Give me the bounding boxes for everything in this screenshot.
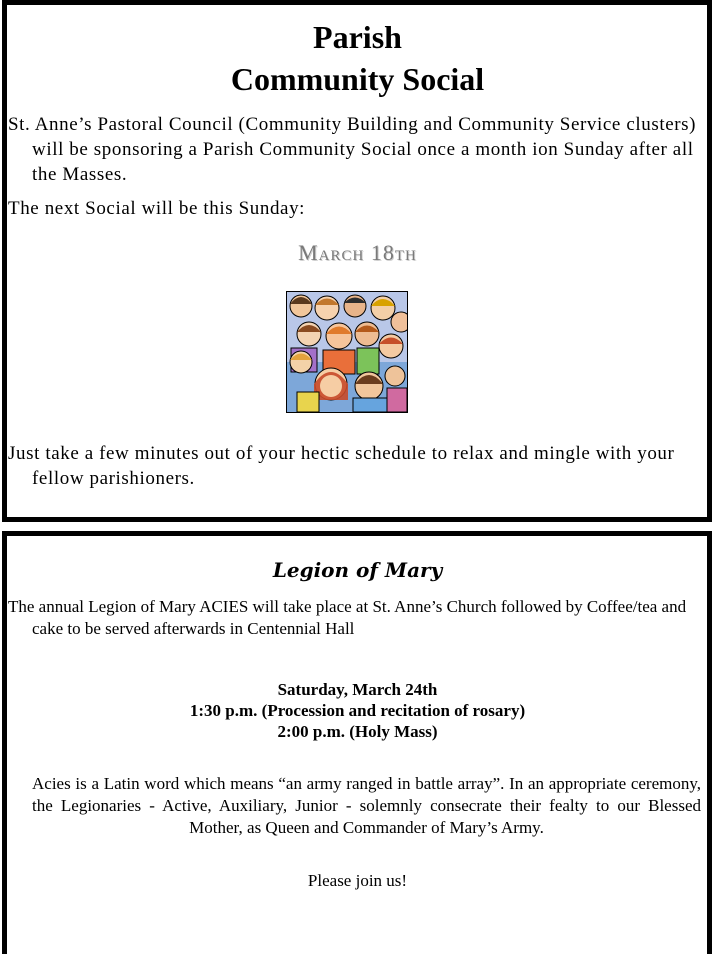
legion-intro-paragraph: The annual Legion of Mary ACIES will take place at St. Anne’s Church followed by Coffee/tea and cake to be served afterwards in Centennial Hall: [8, 597, 687, 638]
schedule-date: Saturday, March 24th: [277, 680, 438, 699]
legion-title: Legion of Mary: [272, 558, 443, 582]
social-intro-paragraph: St. Anne’s Pastoral Council (Community Building and Community Service clusters) will be sponsoring a Parish Community Social once a month ion Sunday after all the Masses.: [8, 114, 697, 185]
schedule-procession: 1:30 p.m. (Procession and recitation of rosary): [189, 701, 526, 720]
social-date-heading: March 18th: [298, 240, 417, 265]
social-closing-paragraph: Just take a few minutes out of your hectic schedule to relax and mingle with your fellow parishioners.: [8, 443, 675, 489]
crowd-of-people-icon: [286, 291, 408, 413]
acies-description-paragraph: Acies is a Latin word which means “an army ranged in battle array”. In an appropriate ceremony, the Legionaries - Active, Auxiliary, Junior - solemnly consecrate their fealty to our Blessed Mother, as Queen and Commander of Mary’s Army.: [32, 774, 701, 837]
social-title-line-2: Community Social: [230, 61, 485, 97]
invite-text: Please join us!: [307, 871, 408, 890]
schedule-mass: 2:00 p.m. (Holy Mass): [277, 722, 438, 741]
social-title-line-1: Parish: [313, 19, 402, 55]
next-social-text: The next Social will be this Sunday:: [8, 198, 306, 219]
